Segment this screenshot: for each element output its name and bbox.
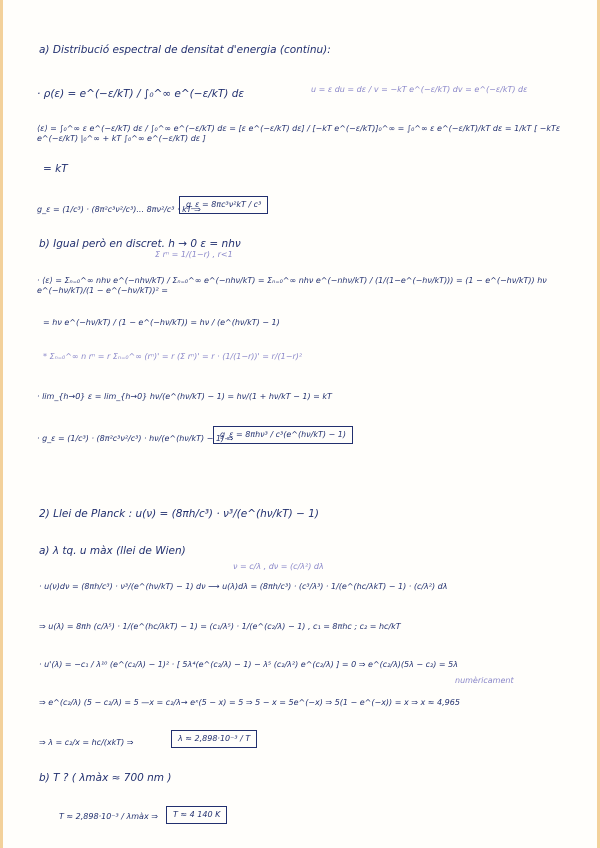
- mean-energy-result: = kT: [43, 163, 68, 175]
- section-2-title: 2) Llei de Planck : u(ν) = (8πh/c³) · ν³/(e^(hν/kT) − 1): [39, 508, 319, 520]
- g-epsilon-discrete-box: g_ε = 8πhν³ / c³(e^(hν/kT) − 1): [213, 426, 353, 444]
- planck-change-variable: · u(ν)dν = (8πh/c³) · ν³/(e^(hν/kT) − 1) dν ⟶ u(λ)dλ = (8πh/c³) · (c³/λ³) · 1/(e^(hc/λkT) − 1) · (c/λ²) dλ: [39, 582, 448, 591]
- wien-lambda: ⇒ λ = c₂/x = hc/(xkT) ⇒: [39, 738, 134, 747]
- section-b-title: b) Igual però en discret. h → 0 ε = nhν: [39, 238, 241, 250]
- g-epsilon-continuous-box: g_ε = 8πc³ν²kT / c³: [179, 196, 268, 214]
- nu-lambda-note: ν = c/λ , dν = (c/λ²) dλ: [233, 562, 324, 571]
- temperature-formula: T ≈ 2,898·10⁻³ / λmàx ⇒: [59, 812, 158, 821]
- g-epsilon-discrete: · g_ε = (1/c³) · (8π²c³ν²/c³) · hν/(e^(hν/kT) − 1) ⇒: [37, 434, 234, 443]
- mean-energy-continuous: ⟨ε⟩ = ∫₀^∞ ε e^(−ε/kT) dε / ∫₀^∞ e^(−ε/kT) dε = [ε e^(−ε/kT) dε] / [−kT e^(−ε/kT)]₀^∞ = ∫₀^∞ ε e^(−ε/kT)/kT dε = 1/kT [ −kTε e^(−ε/kT) |₀^∞ + kT ∫₀^∞ e^(−ε/kT) dε ]: [37, 124, 561, 143]
- rho-definition: · ρ(ε) = e^(−ε/kT) / ∫₀^∞ e^(−ε/kT) dε: [37, 88, 245, 100]
- section-a-title: a) Distribució espectral de densitat d'energia (continu):: [39, 44, 331, 56]
- section-2a-title: a) λ tq. u màx (llei de Wien): [39, 545, 186, 557]
- section-2b-title: b) T ? ( λmàx ≈ 700 nm ): [39, 772, 172, 784]
- series-derivative-note: * Σₙ₌₀^∞ n rⁿ = r Σₙ₌₀^∞ (rⁿ)' = r (Σ rⁿ)' = r · (1/(1−r))' = r/(1−r)²: [43, 352, 303, 361]
- transcendental-equation: ⇒ e^(c₂/λ) (5 − c₂/λ) = 5 —x = c₂/λ→ eˣ(5 − x) = 5 ⇒ 5 − x = 5e^(−x) ⇒ 5(1 − e^(−x)) = x ⇒ x ≈ 4,965: [39, 698, 460, 707]
- geometric-series-note: Σ rⁿ = 1/(1−r) , r<1: [155, 250, 233, 259]
- u-lambda-derivative: · u'(λ) = −c₁ / λ¹⁰ (e^(c₂/λ) − 1)² · [ 5λ⁴(e^(c₂/λ) − 1) − λ⁵ (c₂/λ²) e^(c₂/λ) ] = 0 ⇒ e^(c₂/λ)(5λ − c₂) = 5λ: [39, 660, 458, 669]
- mean-energy-discrete: · ⟨ε⟩ = Σₙ₌₀^∞ nhν e^(−nhν/kT) / Σₙ₌₀^∞ e^(−nhν/kT) = Σₙ₌₀^∞ nhν e^(−nhν/kT) / (1/(1−e^(−hν/kT))) = (1 − e^(−hν/kT)) hν e^(−hν/kT)/(1 − e^(−hν/kT))² =: [37, 276, 547, 295]
- mean-energy-discrete-simplified: = hν e^(−hν/kT) / (1 − e^(−hν/kT)) = hν / (e^(hν/kT) − 1): [43, 318, 280, 327]
- substitution-note: u = ε du = dε / v = −kT e^(−ε/kT) dv = e^(−ε/kT) dε: [311, 85, 528, 94]
- numerical-note: numèricament: [455, 676, 514, 685]
- g-epsilon-continuous: g_ε = (1/c³) · (8π²c³ν²/c³)... 8πν²/c³ · kT ⇒: [37, 205, 201, 214]
- u-lambda: ⇒ u(λ) = 8πh (c/λ⁵) · 1/(e^(hc/λkT) − 1) = (c₁/λ⁵) · 1/(e^(c₂/λ) − 1) , c₁ = 8πhc ; c₂ = hc/kT: [39, 622, 401, 631]
- classical-limit: · lim_{h→0} ε = lim_{h→0} hν/(e^(hν/kT) − 1) = hν/(1 + hν/kT − 1) = kT: [37, 392, 332, 401]
- temperature-box: T ≈ 4 140 K: [166, 806, 227, 824]
- wien-lambda-box: λ ≈ 2,898·10⁻³ / T: [171, 730, 257, 748]
